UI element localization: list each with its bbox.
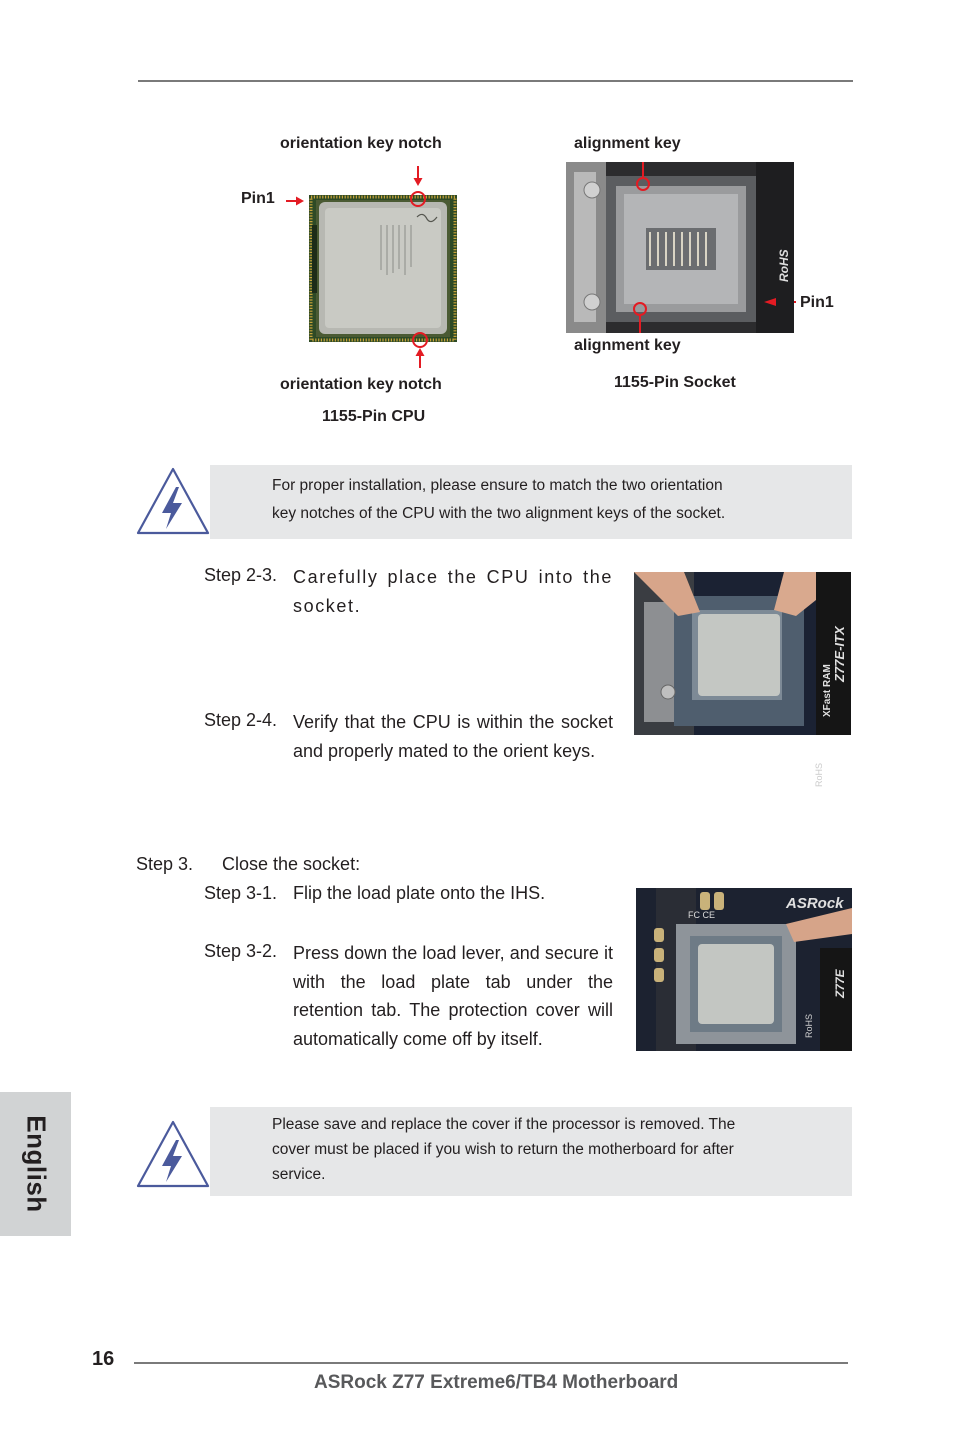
step-2-4-number: Step 2-4. — [204, 710, 278, 730]
socket-pin1-label: Pin1 — [800, 294, 834, 311]
warning-lightning-icon-2 — [135, 1118, 211, 1190]
photo1-rohs-text: RoHS — [814, 762, 824, 787]
step-2-3-text: Carefully place the CPU into the socket. — [293, 567, 613, 616]
socket-rohs-text: RoHS — [777, 249, 791, 282]
page-number: 16 — [92, 1348, 115, 1370]
figure-arrows — [0, 0, 954, 440]
socket-closing-photo — [636, 888, 852, 1051]
cpu-pin1-label: Pin1 — [241, 190, 275, 207]
photo2-brand-text: ASRock — [786, 895, 844, 912]
language-tab — [0, 1092, 71, 1236]
cover-note-line3: service. — [272, 1166, 326, 1183]
footer-rule — [134, 1362, 848, 1364]
step-2-3-number: Step 2-3. — [204, 565, 278, 585]
photo1-board-text: Z77E-ITX — [832, 626, 847, 682]
cover-note-line2: cover must be placed if you wish to return the motherboard for after — [272, 1141, 734, 1158]
step-3-1-number: Step 3-1. — [204, 883, 278, 903]
cover-note-line1: Please save and replace the cover if the processor is removed. The — [272, 1116, 736, 1133]
step-3-1-text: Flip the load plate onto the IHS. — [293, 883, 546, 903]
socket-key-label-top: alignment key — [574, 135, 681, 152]
step-2-4-text: Verify that the CPU is within the socket and properly mated to the orient keys. — [293, 712, 613, 761]
cpu-image — [309, 195, 457, 342]
socket-image — [566, 162, 794, 333]
cpu-notch-label-bottom: orientation key notch — [280, 376, 442, 393]
step-3-number: Step 3. — [136, 854, 194, 874]
installation-note — [210, 465, 852, 539]
cover-note — [210, 1107, 852, 1196]
step-3-2-text: Press down the load lever, and secure it with the load plate tab under the retention tab. The protection cover will automatically come off by itself. — [293, 943, 613, 1049]
cpu-notch-label-top: orientation key notch — [280, 135, 442, 152]
installation-note-line1: For proper installation, please ensure to match the two orientation — [272, 477, 723, 494]
photo1-xfast-text: XFast RAM — [822, 664, 833, 717]
photo2-board-text: Z77E — [833, 969, 847, 998]
footer-title: ASRock Z77 Extreme6/TB4 Motherboard — [314, 1372, 679, 1393]
socket-caption: 1155-Pin Socket — [614, 374, 736, 391]
step-3-text: Close the socket: — [222, 854, 361, 874]
step-3-2-number: Step 3-2. — [204, 941, 278, 961]
photo2-rohs-text: RoHS — [804, 1013, 814, 1038]
cpu-placement-photo — [634, 572, 851, 787]
socket-key-label-bottom: alignment key — [574, 337, 681, 354]
installation-note-line2: key notches of the CPU with the two alignment keys of the socket. — [272, 505, 726, 522]
cpu-caption: 1155-Pin CPU — [322, 408, 426, 425]
language-label: English — [21, 1115, 51, 1213]
warning-lightning-icon — [135, 465, 211, 537]
photo2-fcc-text: FC CE — [688, 910, 715, 920]
